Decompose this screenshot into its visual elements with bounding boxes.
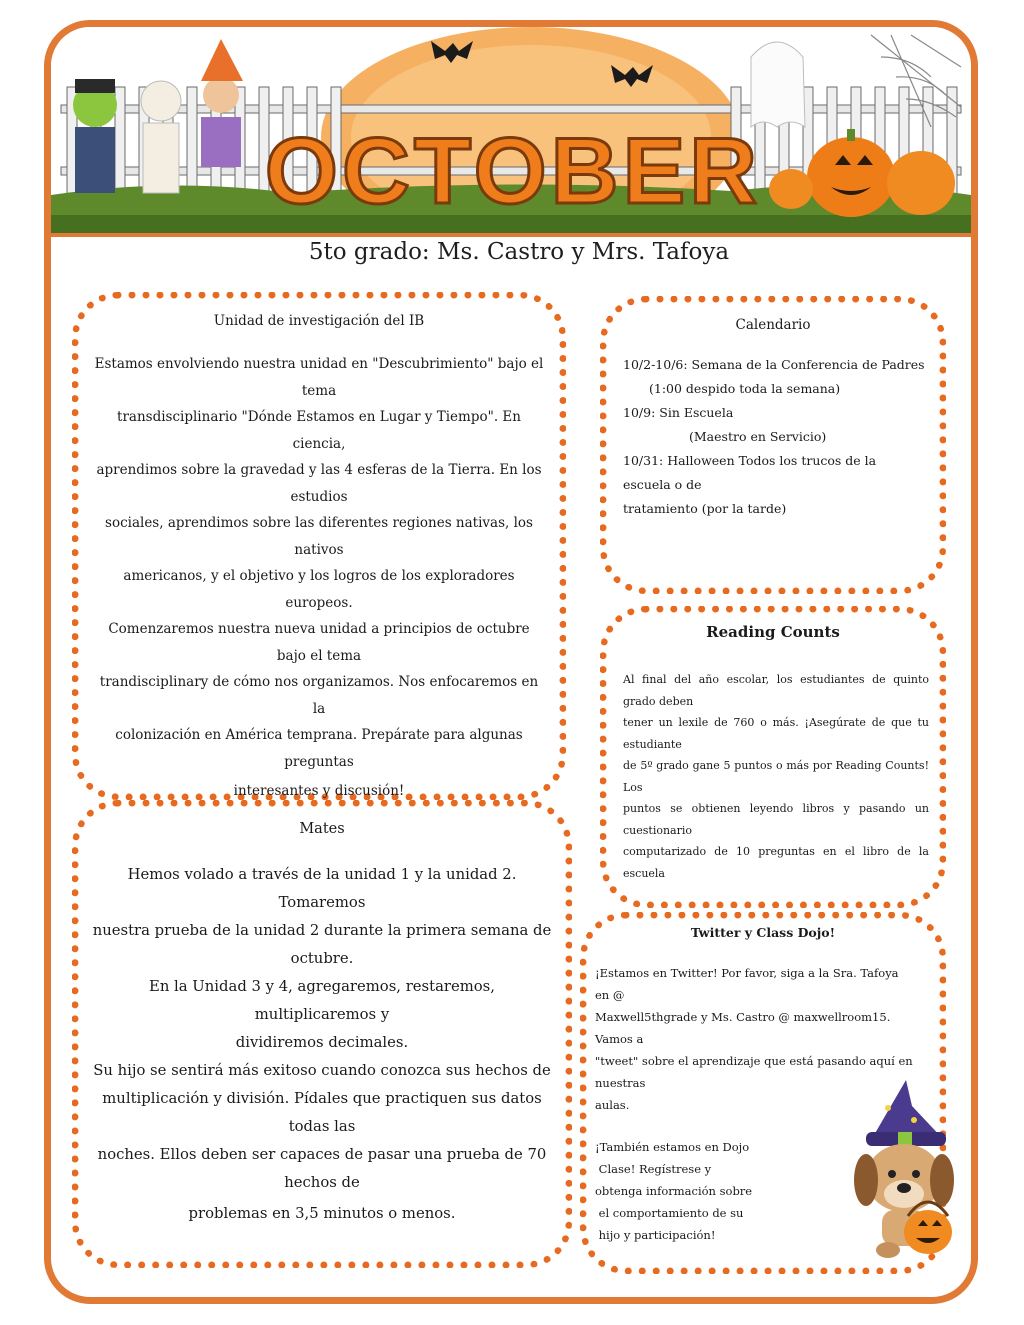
- ib-line: Estamos envolviendo nuestra unidad en "Descubrimiento" bajo el tema: [94, 356, 544, 399]
- dojo-text: [587, 1116, 755, 1246]
- dojo-line: hijo y participación!: [595, 1228, 716, 1242]
- ib-line: sociales, aprendimos sobre las diferentes regiones nativas, los nativos: [105, 515, 533, 558]
- dojo-line: obtenga información sobre: [595, 1184, 753, 1198]
- twitter-line: ¡Estamos en Twitter! Por favor, siga a la Sra. Tafoya en @: [595, 966, 899, 1002]
- calendar-line: tratamiento (por la tarde): [623, 501, 787, 516]
- ib-line: Comenzaremos nuestra nueva unidad a principios de octubre bajo el tema: [108, 621, 530, 664]
- ib-line: colonización en América temprana. Prepárate para algunas preguntas: [115, 727, 523, 770]
- puppy-witch-illustration: [848, 1076, 958, 1260]
- ib-line: trandisciplinary de cómo nos organizamos. Nos enfocaremos en la: [99, 674, 539, 717]
- calendar-line: 10/31: Halloween Todos los trucos de la escuela o de: [623, 453, 877, 492]
- math-line: noches. Ellos deben ser capaces de pasar una prueba de 70 hechos de: [97, 1146, 547, 1191]
- ib-unit-text: [79, 329, 559, 805]
- ib-unit-box: [72, 292, 566, 800]
- reading-line: tener un lexile de 760 o más. ¡Asegúrate de que tu estudiante: [623, 716, 929, 751]
- dojo-line: el comportamiento de su: [595, 1206, 744, 1220]
- math-line: Su hijo se sentirá más exitoso cuando conozca sus hechos de: [93, 1062, 551, 1079]
- ib-line: americanos, y el objetivo y los logros de los exploradores europeos.: [123, 568, 515, 611]
- calendar-line: (Maestro en Servicio): [689, 429, 827, 444]
- twitter-line: Maxwell5thgrade y Ms. Castro @ maxwellroom15. Vamos a: [595, 1010, 891, 1046]
- math-line: problemas en 3,5 minutos o menos.: [188, 1205, 456, 1222]
- ib-line: transdisciplinario "Dónde Estamos en Lugar y Tiempo". En ciencia,: [117, 409, 521, 452]
- dojo-line: ¡También estamos en Dojo: [595, 1140, 750, 1154]
- calendar-line: 10/2-10/6: Semana de la Conferencia de Padres: [623, 357, 925, 372]
- reading-line: computarizado de 10 preguntas en el libro de la escuela: [623, 845, 929, 880]
- math-box: [72, 800, 572, 1268]
- ib-line: aprendimos sobre la gravedad y las 4 esferas de la Tierra. En los estudios: [96, 462, 542, 505]
- reading-counts-box: [600, 606, 946, 908]
- reading-counts-heading: Reading Counts: [706, 623, 840, 641]
- page-title: 5to grado: Ms. Castro y Mrs. Tafoya: [308, 239, 730, 265]
- math-line: En la Unidad 3 y 4, agregaremos, restaremos, multiplicaremos y: [149, 978, 495, 1023]
- math-line: dividiremos decimales.: [235, 1034, 409, 1051]
- reading-line: puntos se obtienen leyendo libros y pasando un cuestionario: [623, 802, 929, 837]
- calendar-box: [600, 296, 946, 594]
- calendar-line: 10/9: Sin Escuela: [623, 405, 734, 420]
- halloween-banner-illustration: [51, 27, 971, 233]
- reading-line: Al final del año escolar, los estudiantes de quinto grado deben: [623, 673, 929, 708]
- calendar-list: [607, 333, 939, 521]
- ib-unit-heading: Unidad de investigación del IB: [213, 313, 425, 329]
- twitter-heading: Twitter y Class Dojo!: [690, 925, 836, 940]
- math-heading: Mates: [299, 821, 345, 837]
- math-line: multiplicación y división. Pídales que practiquen sus datos todas las: [102, 1090, 542, 1135]
- ib-line: interesantes y discusión!: [233, 783, 405, 799]
- reading-line: de 5º grado gane 5 puntos o más por Reading Counts! Los: [623, 759, 929, 794]
- reading-counts-text: [607, 641, 939, 884]
- math-line: nuestra prueba de la unidad 2 durante la primera semana de octubre.: [92, 922, 552, 967]
- october-banner: [51, 27, 971, 237]
- twitter-line: "tweet" sobre el aprendizaje que está pasando aquí en nuestras: [595, 1054, 913, 1090]
- calendar-heading: Calendario: [735, 317, 811, 333]
- twitter-line: aulas.: [595, 1098, 630, 1112]
- math-text: [79, 837, 565, 1228]
- math-line: Hemos volado a través de la unidad 1 y la unidad 2. Tomaremos: [127, 866, 517, 911]
- banner-title: OCTOBER: [264, 118, 762, 223]
- dojo-line: Clase! Regístrese y: [595, 1162, 712, 1176]
- calendar-line: (1:00 despido toda la semana): [649, 381, 841, 396]
